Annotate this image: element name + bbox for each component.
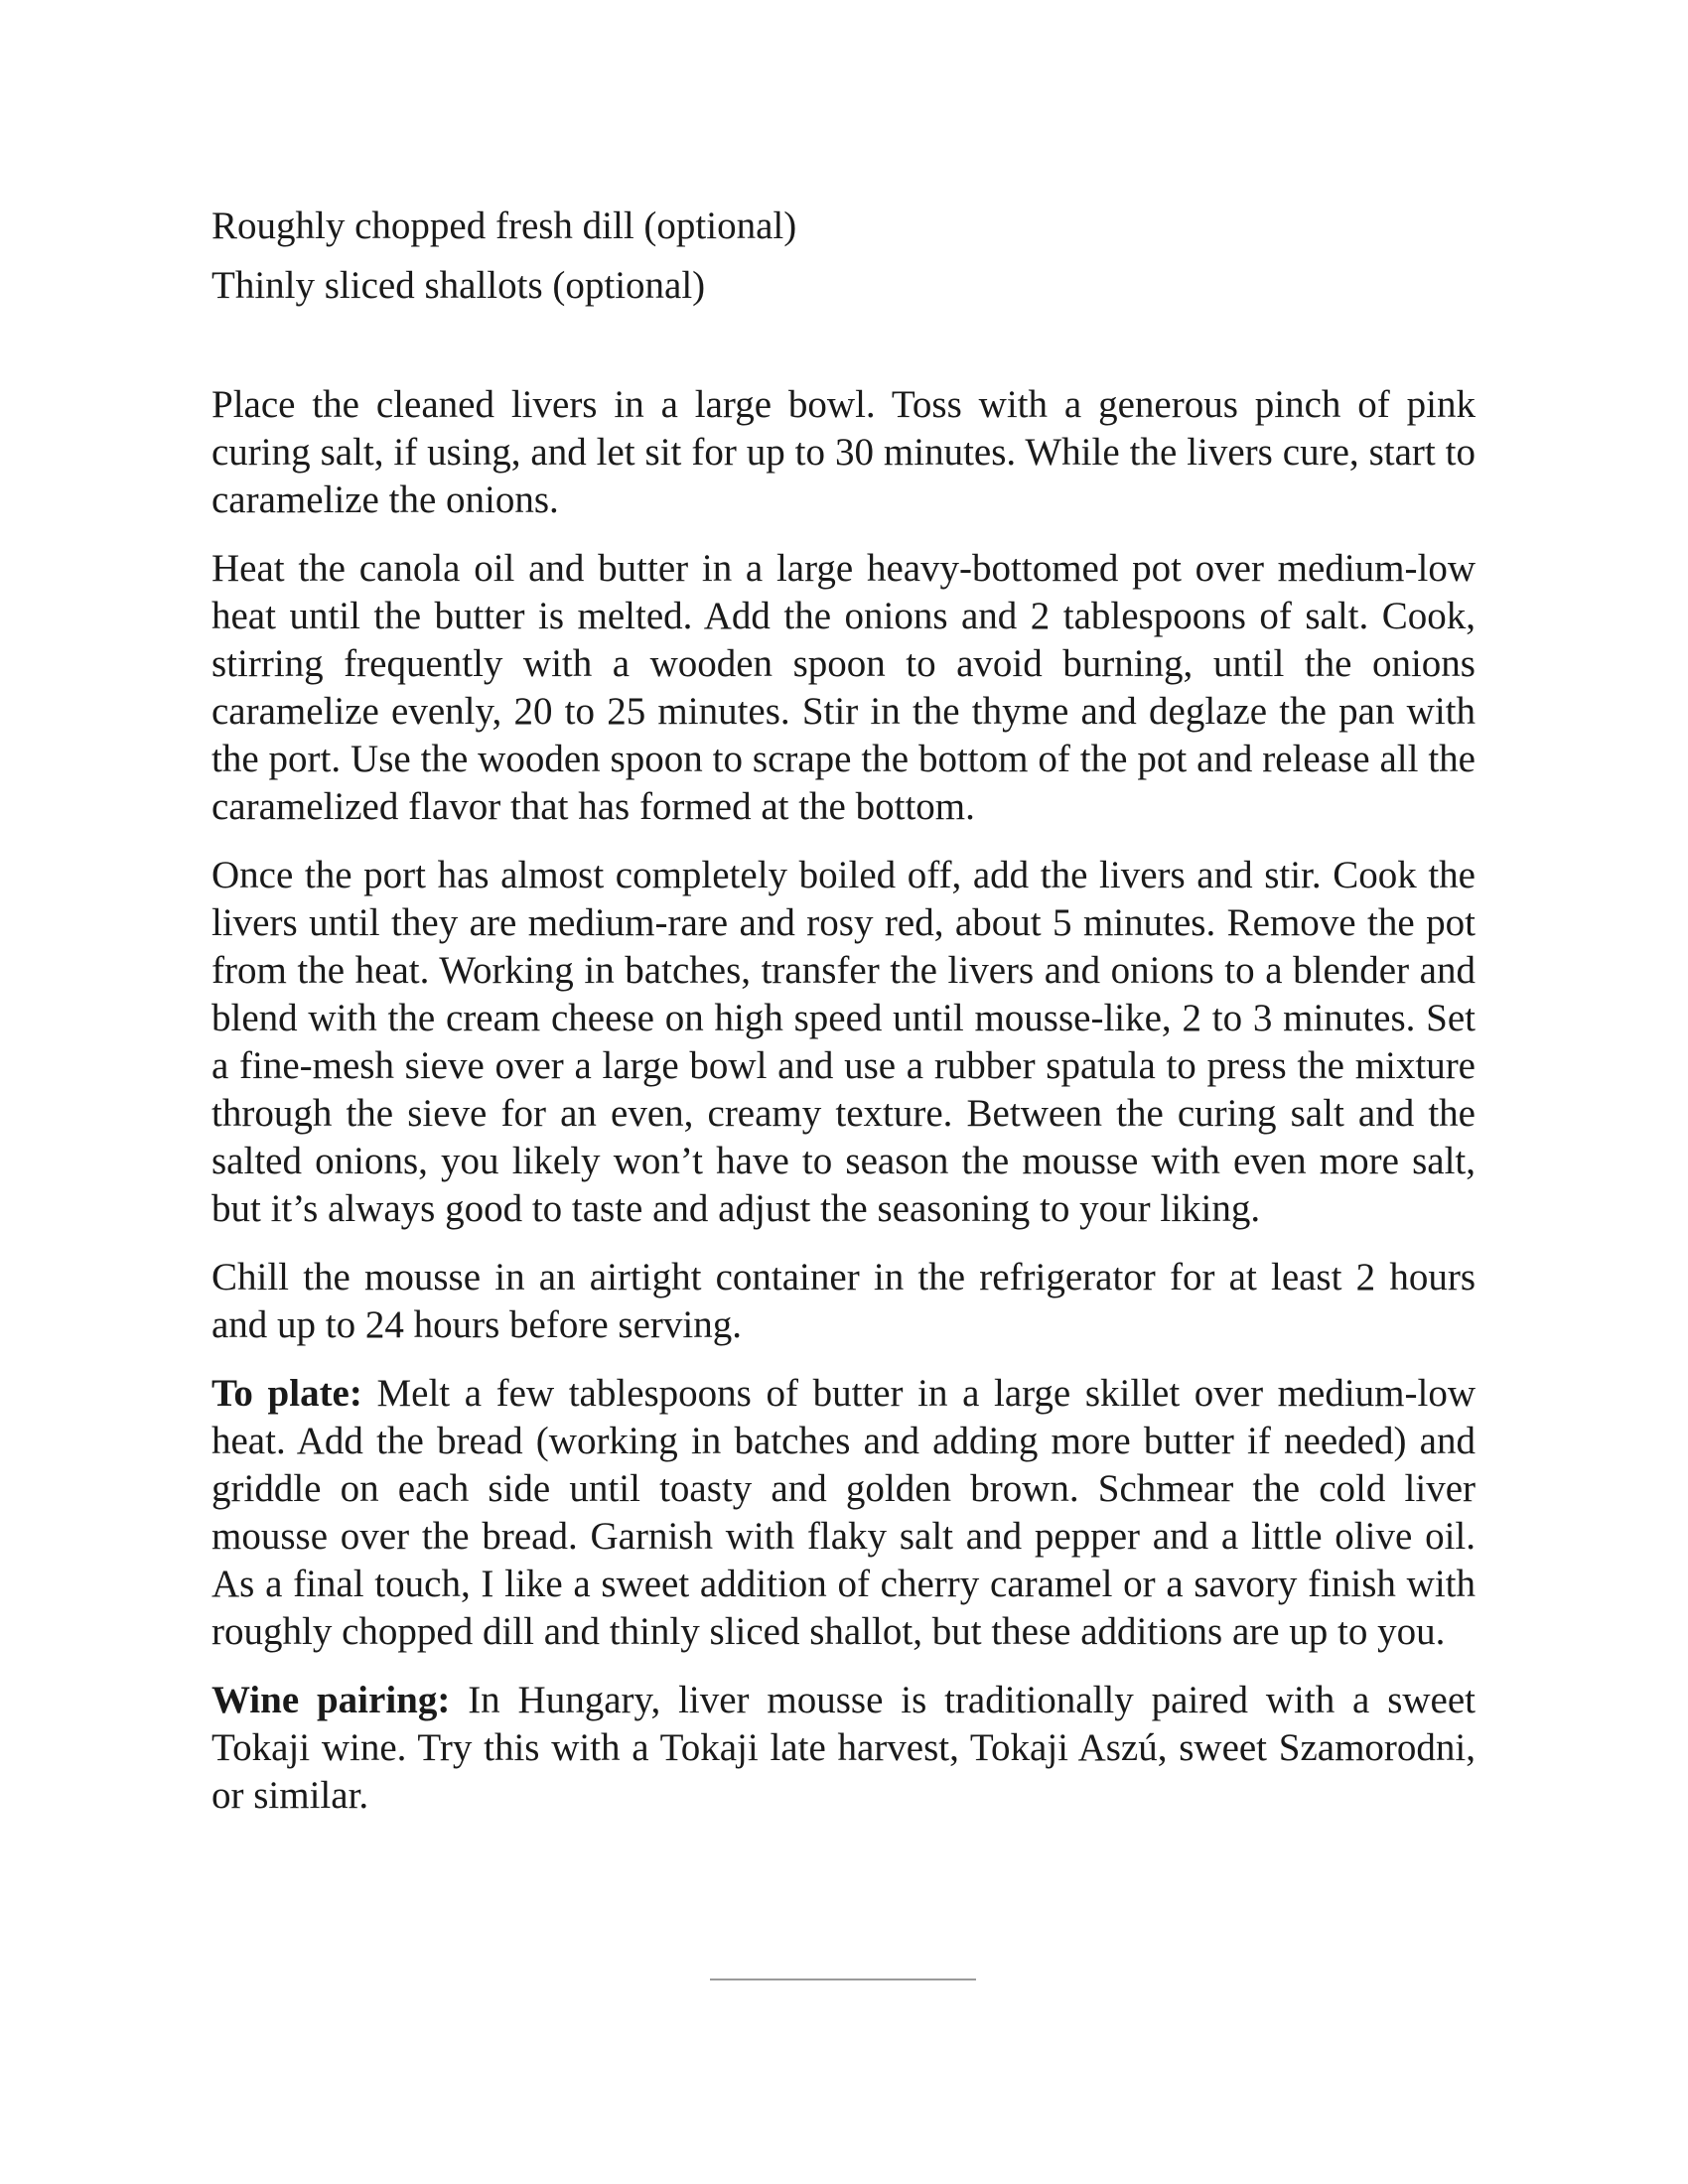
ingredient-list <box>211 197 1476 316</box>
plating-text: Melt a few tablespoons of butter in a large skillet over medium-low heat. Add the bread (working in batches and adding more butter if needed) and griddle on each side until toasty and golden brown. Schmear the cold liver mousse over the bread. Garnish with flaky salt and pepper and a little olive oil. As a final touch, I like a sweet addition of cherry caramel or a savory finish with roughly chopped dill and thinly sliced shallot, but these additions are up to you. <box>211 1372 1476 1653</box>
step-paragraph: Heat the canola oil and butter in a large heavy-bottomed pot over medium-low heat until the butter is melted. Add the onions and 2 tablespoons of salt. Cook, stirring frequently with a wooden spoon to avoid burning, until the onions caramelize evenly, 20 to 25 minutes. Stir in the thyme and deglaze the pan with the port. Use the wooden spoon to scrape the bottom of the pot and release all the caramelized flavor that has formed at the bottom. <box>211 547 1476 828</box>
wine-pairing-label: Wine pairing: <box>211 1679 451 1721</box>
plating-label: To plate: <box>211 1372 362 1415</box>
recipe-page <box>211 197 1476 1841</box>
plating-paragraph <box>211 1370 1476 1656</box>
step-paragraph: Once the port has almost completely boiled off, add the livers and stir. Cook the livers until they are medium-rare and rosy red, about 5 minutes. Remove the pot from the heat. Working in batches, transfer the livers and onions to a blender and blend with the cream cheese on high speed until mousse-like, 2 to 3 minutes. Set a fine-mesh sieve over a large bowl and use a rubber spatula to press the mixture through the sieve for an even, creamy texture. Between the curing salt and the salted onions, you likely won’t have to season the mousse with even more salt, but it’s always good to taste and adjust the seasoning to your liking. <box>211 854 1476 1230</box>
wine-pairing-text: In Hungary, liver mousse is traditionally paired with a sweet Tokaji wine. Try this with a Tokaji late harvest, Tokaji Aszú, sweet Szamorodni, or similar. <box>211 1679 1477 1817</box>
footnote-divider <box>710 1979 976 1980</box>
wine-pairing-paragraph <box>211 1677 1476 1820</box>
step-paragraph: Place the cleaned livers in a large bowl. Toss with a generous pinch of pink curing salt, if using, and let sit for up to 30 minutes. While the livers cure, start to caramelize the onions. <box>211 383 1476 521</box>
ingredient-item: Thinly sliced shallots (optional) <box>211 264 706 307</box>
step-paragraph: Chill the mousse in an airtight container in the refrigerator for at least 2 hours and up to 24 hours before serving. <box>211 1256 1476 1346</box>
ingredient-item: Roughly chopped fresh dill (optional) <box>211 205 797 247</box>
